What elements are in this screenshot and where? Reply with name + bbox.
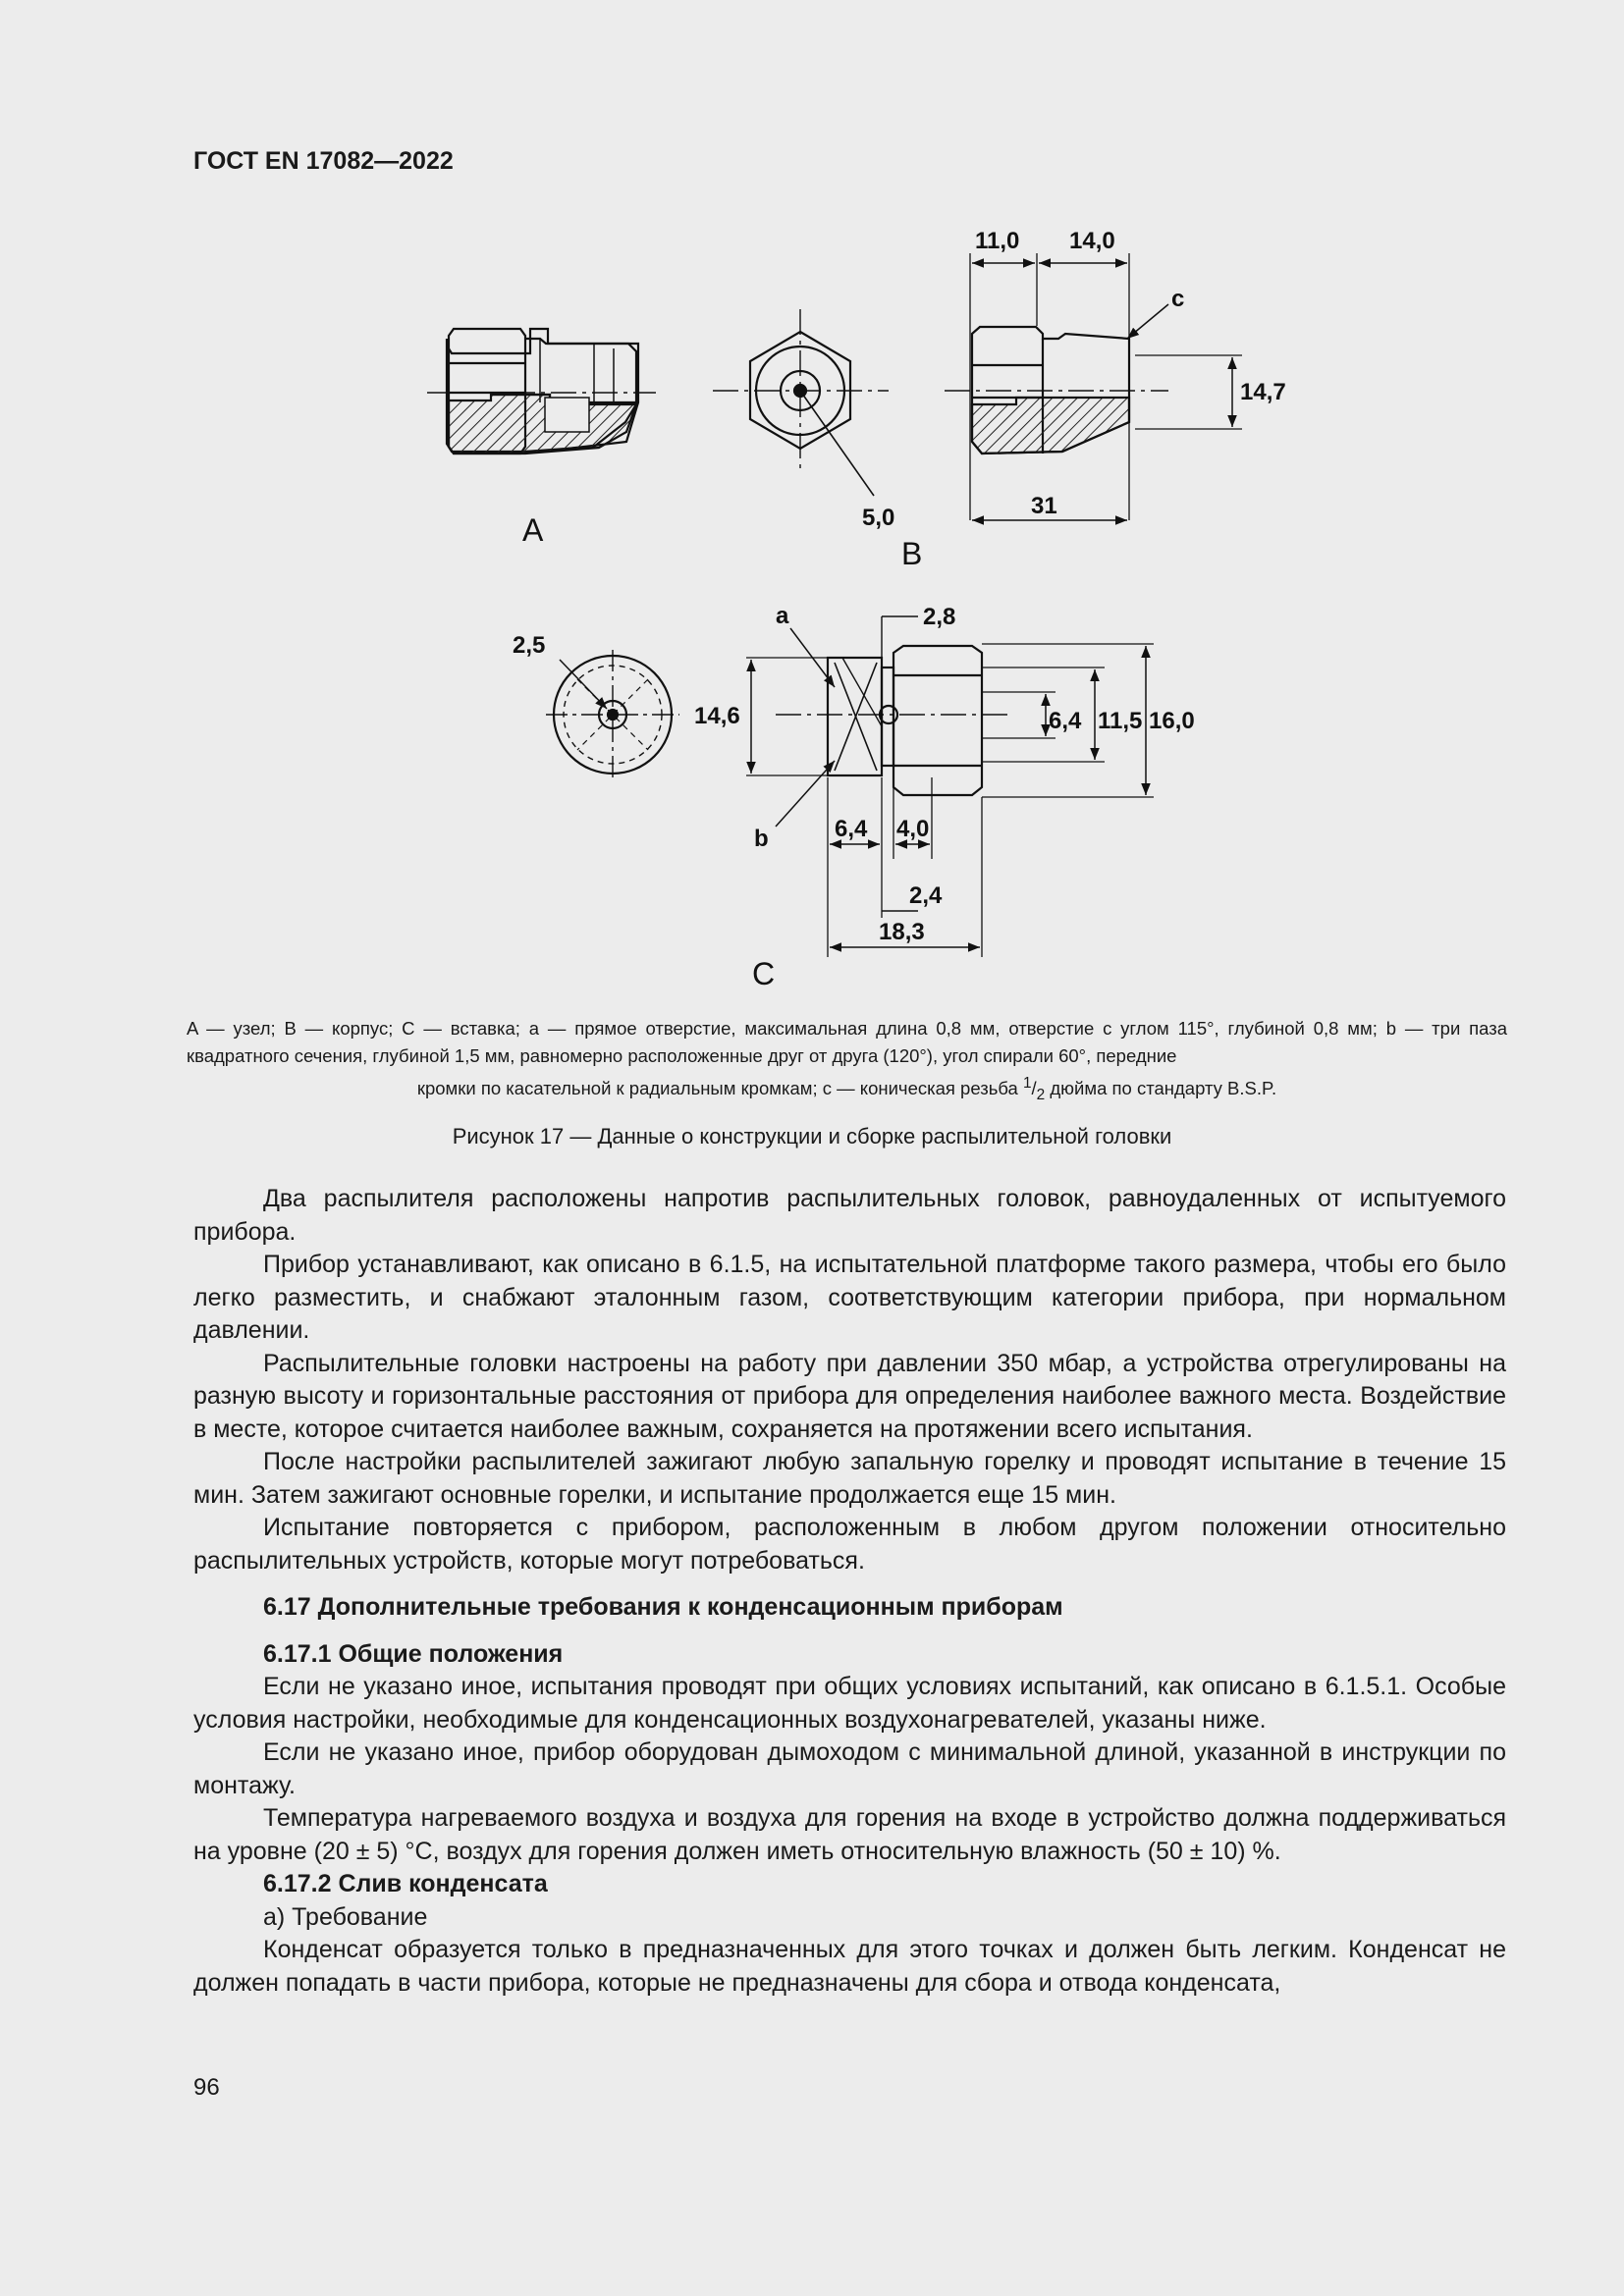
legend-line-3: кромки по касательной к радиальным кромкам; с — коническая резьба $^1/_2$ дюйма по стандарту B.S.P. <box>416 1075 1277 1103</box>
label-b: B <box>901 536 923 571</box>
view-c-end <box>546 650 679 779</box>
paragraph: Два распылителя расположены напротив распылительных головок, равноудаленных от испытуемого прибора. <box>193 1185 1506 1246</box>
dim-31: 31 <box>1031 493 1057 519</box>
dim-14-7: 14,7 <box>1240 379 1286 405</box>
label-c: C <box>752 956 776 991</box>
dim-11-5: 11,5 <box>1098 708 1143 734</box>
dim-5-0: 5,0 <box>862 505 895 531</box>
dim-18-3: 18,3 <box>879 919 925 945</box>
paragraph: После настройки распылителей зажигают любую запальную горелку и проводят испытание в течение 15 мин. Затем зажигают основные горелки, и испытание продолжается еще 15 мин. <box>193 1448 1506 1509</box>
dim-2-5: 2,5 <box>513 632 546 659</box>
legend-line-2: b — три паза квадратного сечения, глубиной 1,5 мм, равномерно расположенные друг от друга (120°), угол спирали 60°, передние <box>187 1018 1507 1066</box>
paragraph: Конденсат образуется только в предназначенных для этого точках и должен быть легким. Конденсат не должен попадать в части прибора, которые не предназначены для сбора и отвода конденсата, <box>193 1936 1506 1997</box>
label-a-hole: a <box>776 603 789 629</box>
label-a: A <box>522 512 544 548</box>
figure-legend <box>187 1015 1507 1109</box>
view-a <box>427 329 656 454</box>
paragraph: Распылительные головки настроены на работу при давлении 350 мбар, а устройства отрегулированы на разную высоту и горизонтальные расстояния от прибора для определения наиболее важного места. Воздействие в месте, которое считается наиболее важным, сохраняется на протяжении всего испытания. <box>193 1349 1506 1443</box>
technical-drawing <box>0 0 1624 991</box>
paragraph: Если не указано иное, испытания проводят при общих условиях испытаний, как описано в 6.1.5.1. Особые условия настройки, необходимые для конденсационных воздухонагревателей, указаны ниже. <box>193 1673 1506 1734</box>
dim-2-8: 2,8 <box>923 604 956 630</box>
dim-11-0: 11,0 <box>975 228 1020 254</box>
list-item-a: а) Требование <box>263 1902 428 1931</box>
label-b-grooves: b <box>754 826 769 852</box>
dim-14-6: 14,6 <box>694 703 740 729</box>
hex-view <box>713 309 889 496</box>
view-c-side <box>746 616 1154 957</box>
label-c-thread: c <box>1171 286 1185 312</box>
figure-title: Рисунок 17 — Данные о конструкции и сборке распылительной головки <box>452 1124 1172 1148</box>
page-number: 96 <box>193 2074 220 2101</box>
section-heading-6-17: 6.17 Дополнительные требования к конденсационным приборам <box>263 1593 1063 1621</box>
section-heading-6-17-2: 6.17.2 Слив конденсата <box>263 1870 548 1897</box>
document-header: ГОСТ EN 17082—2022 <box>193 147 454 175</box>
paragraph: Прибор устанавливают, как описано в 6.1.5, на испытательной платформе такого размера, чтобы его было легко разместить, и снабжают эталонным газом, соответствующим категории прибора, при нормальном давлении. <box>193 1251 1506 1344</box>
paragraph: Температура нагреваемого воздуха и воздуха для горения на входе в устройство должна поддерживаться на уровне (20 ± 5) °С, воздух для горения должен иметь относительную влажность (50 ± 10) %. <box>193 1804 1506 1865</box>
dim-16-0: 16,0 <box>1149 708 1195 734</box>
legend-line-1: A — узел; B — корпус; C — вставка; a — прямое отверстие, максимальная длина 0,8 мм, отверстие с углом 115°, глубиной 0,8 мм; <box>187 1018 1378 1039</box>
dim-4-0: 4,0 <box>896 816 930 842</box>
dim-14-0: 14,0 <box>1069 228 1115 254</box>
view-b <box>945 253 1242 520</box>
paragraph: Если не указано иное, прибор оборудован дымоходом с минимальной длиной, указанной в инструкции по монтажу. <box>193 1738 1506 1799</box>
dim-6-4-horizontal: 6,4 <box>835 816 868 842</box>
paragraph: Испытание повторяется с прибором, расположенным в любом другом положении относительно распылительных устройств, которые могут потребоваться. <box>193 1514 1506 1575</box>
dim-6-4-vertical: 6,4 <box>1049 708 1082 734</box>
section-heading-6-17-1: 6.17.1 Общие положения <box>263 1639 564 1668</box>
dim-2-4: 2,4 <box>909 882 943 909</box>
body-text <box>193 1183 1506 2000</box>
